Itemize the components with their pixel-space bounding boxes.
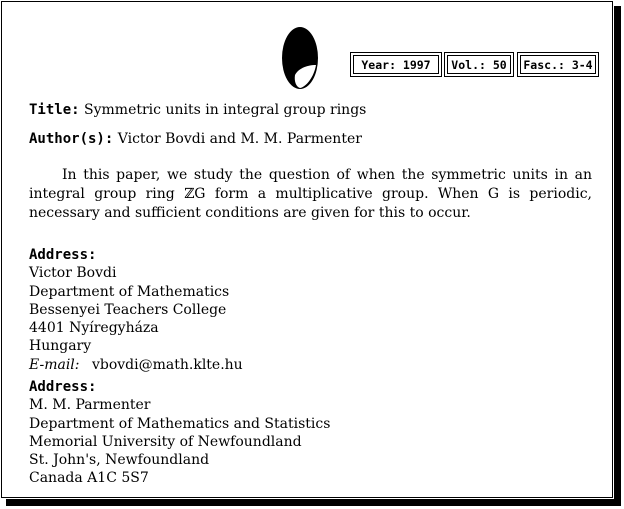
address-line: 4401 Nyíregyháza: [29, 320, 159, 337]
email-row: [29, 356, 243, 374]
page-shadow-right: [614, 6, 621, 505]
address-label: Address:: [29, 247, 97, 263]
volume-badge: Vol.: 50: [447, 55, 511, 74]
page-shadow-bottom: [6, 499, 621, 506]
title-row: [29, 101, 366, 119]
address-line: Hungary: [29, 338, 92, 355]
email-link[interactable]: vbovdi@math.klte.hu: [91, 356, 243, 373]
authors-label: Author(s):: [29, 131, 114, 147]
article-title: Symmetric units in integral group rings: [84, 102, 367, 118]
fascicle-badge: Fasc.: 3-4: [520, 55, 596, 74]
authors-row: [29, 130, 362, 148]
address-line: M. M. Parmenter: [29, 397, 151, 414]
address-line: Department of Mathematics and Statistics: [29, 415, 331, 432]
email-label: E-mail:: [29, 356, 80, 373]
title-label: Title:: [29, 102, 80, 118]
author-1: Victor Bovdi: [117, 131, 206, 147]
address-line: St. John's, Newfoundland: [29, 452, 210, 469]
address-block-1: [29, 246, 243, 374]
author-2: M. M. Parmenter: [240, 131, 362, 147]
journal-logo-icon: [280, 25, 320, 91]
address-line: Department of Mathematics: [29, 283, 230, 300]
document-page: [1, 1, 613, 498]
address-block-2: [29, 378, 330, 488]
address-line: Victor Bovdi: [29, 265, 117, 282]
address-line: Canada A1C 5S7: [29, 470, 149, 487]
authors-conjunction: and: [209, 131, 236, 147]
address-line: Bessenyei Teachers College: [29, 301, 227, 318]
address-line: Memorial University of Newfoundland: [29, 433, 302, 450]
abstract: In this paper, we study the question of when the symmetric units in an integral group ring ℤG form a multiplicative group. When G is periodic, necessary and sufficient conditions are given for this to occur.: [29, 167, 592, 221]
address-label: Address:: [29, 379, 97, 395]
year-badge: Year: 1997: [353, 55, 439, 74]
